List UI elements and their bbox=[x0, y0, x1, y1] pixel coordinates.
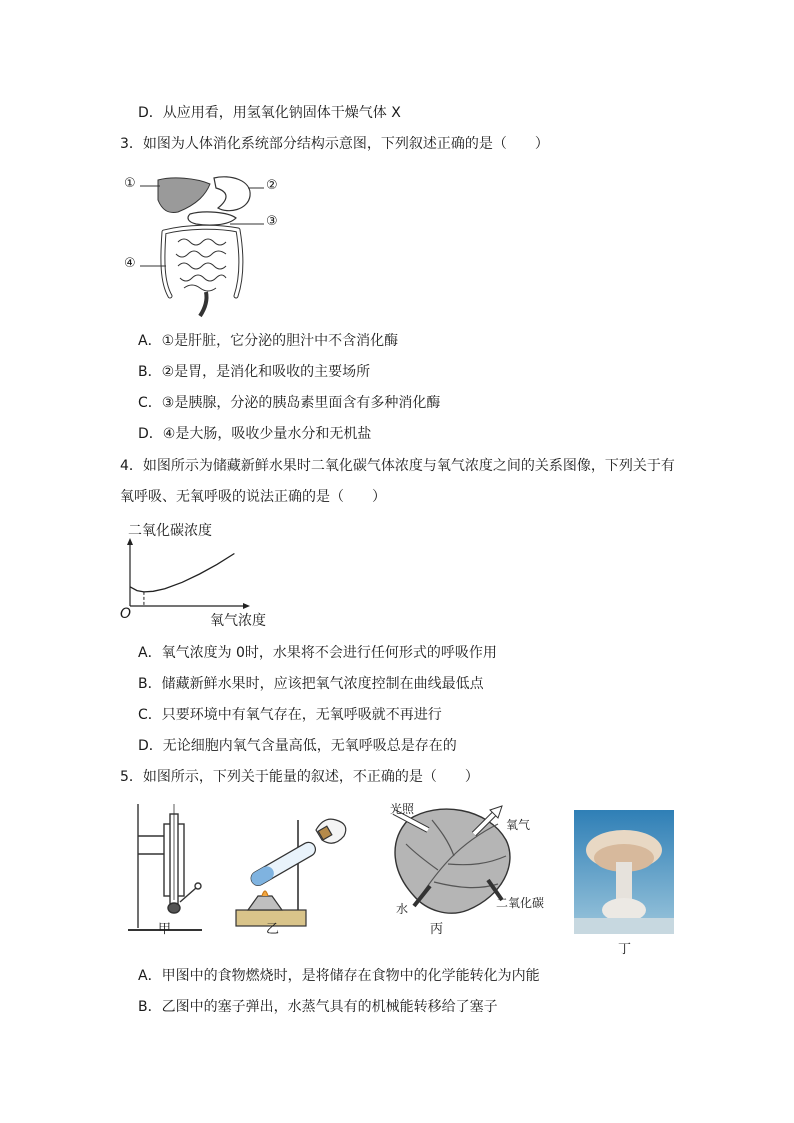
leaf-label-co2: 二氧化碳 bbox=[496, 896, 545, 910]
figure-ding-mushroom-cloud bbox=[574, 810, 674, 957]
q4-option-d: D．无论细胞内氧气含量高低，无氧呼吸总是存在的 bbox=[138, 738, 457, 754]
figure-label-1: ① bbox=[124, 176, 136, 191]
co2-curve bbox=[130, 554, 234, 592]
q3-option-c: C．③是胰腺，分泌的胰岛素里面含有多种消化酶 bbox=[138, 395, 441, 411]
figure-bing-leaf bbox=[378, 800, 556, 938]
figure-label-4: ④ bbox=[124, 256, 136, 271]
q5-option-b: B．乙图中的塞子弹出，水蒸气具有的机械能转移给了塞子 bbox=[138, 999, 498, 1015]
y-axis-arrow bbox=[127, 538, 133, 545]
digestive-system-figure bbox=[118, 170, 298, 318]
leaf-label-water: 水 bbox=[396, 902, 409, 916]
figure-yi-test-tube bbox=[228, 800, 356, 938]
q5-option-a: A．甲图中的食物燃烧时，是将储存在食物中的化学能转化为内能 bbox=[138, 968, 540, 984]
chart-axes bbox=[127, 538, 250, 609]
figure-jia-calorimeter bbox=[124, 800, 208, 938]
q3-option-a: A．①是肝脏，它分泌的胆汁中不含消化酶 bbox=[138, 333, 399, 349]
figure-caption-bing: 丙 bbox=[430, 922, 444, 937]
co2-oxygen-chart bbox=[118, 518, 298, 630]
q4-option-c: C．只要环境中有氧气存在，无氧呼吸就不再进行 bbox=[138, 707, 442, 723]
q3-option-d: D．④是大肠，吸收少量水分和无机盐 bbox=[138, 426, 372, 442]
q5-stem: 5．如图所示，下列关于能量的叙述，不正确的是（ ） bbox=[120, 769, 479, 785]
leaf-label-light: 光照 bbox=[390, 802, 415, 816]
figure-caption-ding: 丁 bbox=[618, 942, 632, 957]
figure-label-2: ② bbox=[266, 178, 278, 193]
q2-option-d: D．从应用看，用氢氧化钠固体干燥气体 X bbox=[138, 105, 401, 121]
figure-caption-jia: 甲 bbox=[158, 922, 172, 937]
q4-stem-line1: 4．如图所示为储藏新鲜水果时二氧化碳气体浓度与氧气浓度之间的关系图像，下列关于有 bbox=[120, 458, 675, 474]
q4-stem-line2: 氧呼吸、无氧呼吸的说法正确的是（ ） bbox=[120, 489, 386, 505]
chart-origin-label: O bbox=[120, 606, 132, 622]
chart-ylabel: 二氧化碳浓度 bbox=[128, 523, 212, 539]
q4-option-b: B．储藏新鲜水果时，应该把氧气浓度控制在曲线最低点 bbox=[138, 676, 484, 692]
x-axis-arrow bbox=[243, 603, 250, 609]
chart-xlabel: 氧气浓度 bbox=[210, 613, 266, 629]
q4-option-a: A．氧气浓度为 0时，水果将不会进行任何形式的呼吸作用 bbox=[138, 645, 497, 661]
figure-label-3: ③ bbox=[266, 214, 278, 229]
q3-stem: 3．如图为人体消化系统部分结构示意图，下列叙述正确的是（ ） bbox=[120, 136, 549, 152]
q3-option-b: B．②是胃，是消化和吸收的主要场所 bbox=[138, 364, 371, 380]
figure-caption-yi: 乙 bbox=[266, 922, 280, 937]
leaf-label-oxygen: 氧气 bbox=[506, 818, 531, 832]
